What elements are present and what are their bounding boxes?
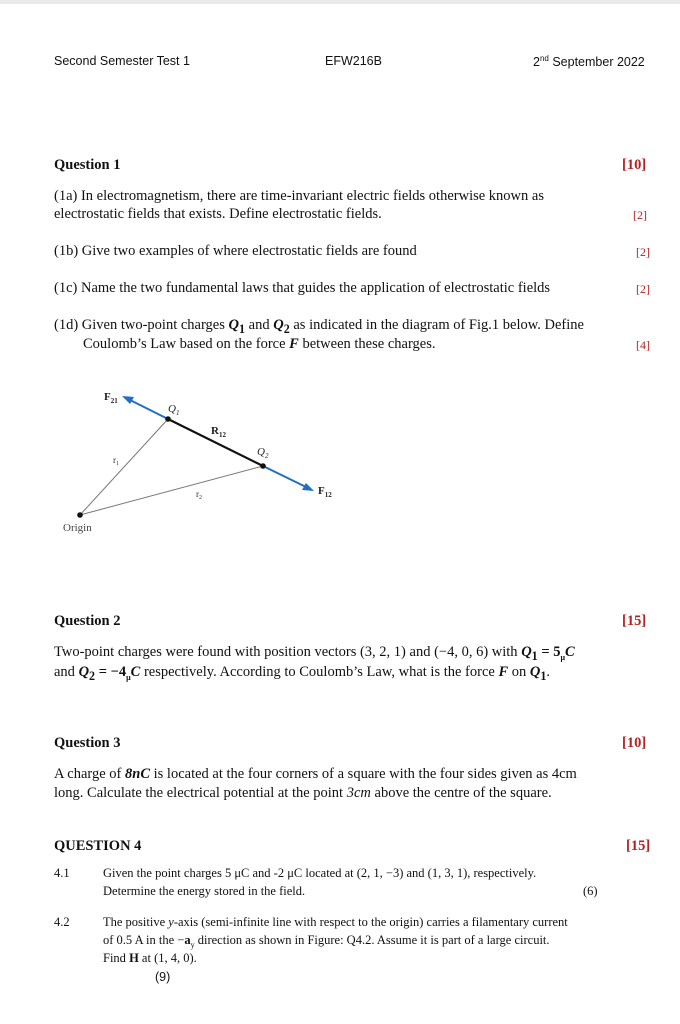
r2-vector <box>80 466 263 515</box>
f21-label: $F_{21}$ <box>104 391 118 405</box>
q1a-line2: electrostatic fields that exists. Define electrostatic fields. <box>54 206 382 222</box>
q4-2-line3: Find H at (1, 4, 0). <box>103 951 197 965</box>
q4-marks: [15] <box>626 838 651 854</box>
q4-1-marks: (6) <box>583 884 598 898</box>
q1a-line1: (1a) In electromagnetism, there are time-invariant electric fields otherwise known as <box>54 188 544 204</box>
origin-point <box>77 512 83 518</box>
q2-title: Question 2 <box>54 613 121 629</box>
f12-label: $F_{12}$ <box>318 485 332 499</box>
q1c-text: (1c) Name the two fundamental laws that guides the application of electrostatic fields <box>54 280 551 296</box>
q2-line1: Two-point charges were found with position vectors (3, 2, 1) and (−4, 0, 6) with $Q_1 = 5_\mu C$ <box>54 644 575 663</box>
q2-marks: [15] <box>622 613 647 629</box>
q4-2-line1: The positive y-axis (semi-infinite line with respect to the origin) carries a filamentary current <box>103 915 568 929</box>
header-left: Second Semester Test 1 <box>54 54 190 68</box>
q1-title: Question 1 <box>54 157 121 173</box>
q3-title: Question 3 <box>54 735 121 751</box>
q4-title: QUESTION 4 <box>54 838 142 854</box>
top-edge-bar <box>0 0 680 4</box>
q2-line2: and $Q_2 = -4_\mu C$ respectively. According to Coulomb’s Law, what is the force F on $Q_1$. <box>54 664 551 683</box>
q4-1-number: 4.1 <box>54 866 70 880</box>
r2-label: $r_2$ <box>196 489 202 501</box>
q3-line2: long. Calculate the electrical potential at the point 3cm above the centre of the square. <box>54 785 552 801</box>
r1-label: $r_1$ <box>113 455 119 467</box>
origin-label: Origin <box>63 522 92 534</box>
q1d-line1: (1d) Given two-point charges $Q_1$ and $Q_2$ as indicated in the diagram of Fig.1 below. Define <box>54 317 584 336</box>
f21-arrowhead <box>122 396 134 404</box>
r1-vector <box>80 419 168 515</box>
f12-arrow <box>263 466 306 487</box>
q1d-marks: [4] <box>636 338 650 352</box>
q1b-marks: [2] <box>636 245 650 259</box>
q2-point <box>260 463 266 469</box>
q4-2-marks: (9) <box>155 970 171 984</box>
coulomb-diagram <box>0 380 680 550</box>
f12-arrowhead <box>302 483 314 491</box>
q2-label: $Q_2$ <box>257 446 269 460</box>
q1-point <box>165 416 171 422</box>
q3-line1: A charge of 8nC is located at the four corners of a square with the four sides given as 4cm <box>54 766 577 782</box>
header-date: 2nd September 2022 <box>533 54 645 70</box>
q3-marks: [10] <box>622 735 647 751</box>
header-course-code: EFW216B <box>325 54 382 68</box>
q1a-marks: [2] <box>633 208 647 222</box>
r12-label: $R_{12}$ <box>211 425 226 439</box>
q4-2-number: 4.2 <box>54 915 70 929</box>
q4-1-line1: Given the point charges 5 μC and -2 μC located at (2, 1, −3) and (1, 3, 1), respectively. <box>103 866 537 880</box>
q4-2-line2: of 0.5 A in the $-a_y$ direction as shown in Figure: Q4.2. Assume it is part of a large circuit. <box>103 933 550 950</box>
q1-marks: [10] <box>622 157 647 173</box>
q1-label: $Q_1$ <box>168 403 180 417</box>
q1b-text: (1b) Give two examples of where electrostatic fields are found <box>54 243 417 259</box>
q1c-marks: [2] <box>636 282 650 296</box>
q1d-line2: Coulomb’s Law based on the force F between these charges. <box>83 336 436 352</box>
q4-1-line2: Determine the energy stored in the field. <box>103 884 306 898</box>
f21-arrow <box>130 400 168 419</box>
